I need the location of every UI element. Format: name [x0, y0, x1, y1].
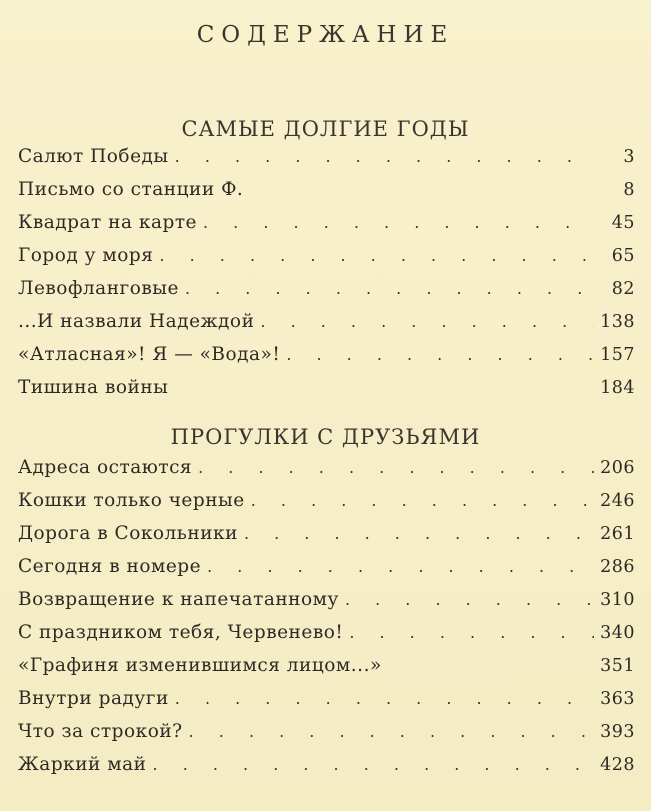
toc-leader-dots — [349, 623, 594, 642]
toc-entry-page: 428 — [600, 755, 635, 775]
toc-entry-page: 65 — [611, 246, 635, 266]
toc-entry — [18, 490, 635, 523]
toc-entry — [18, 622, 635, 655]
toc-entry-title: Квадрат на карте — [18, 212, 197, 233]
toc-entry-page: 206 — [600, 458, 635, 478]
toc-entry-title: Кошки только черные — [18, 490, 245, 511]
toc-entry — [18, 278, 635, 311]
toc-entry-title: «Графиня изменившимся лицом...» — [18, 655, 382, 676]
toc-entry — [18, 523, 635, 556]
toc-entry-title: Возвращение к напечатанному — [18, 589, 339, 610]
toc-entry-page: 261 — [600, 524, 635, 544]
toc-entry-page: 393 — [600, 722, 635, 742]
toc-entry-page: 184 — [600, 378, 635, 398]
toc-entry-page: 340 — [600, 623, 635, 643]
toc-leader-dots — [251, 491, 594, 510]
toc-entry-page: 157 — [600, 345, 635, 365]
toc-entry — [18, 377, 635, 410]
toc-entry-page: 310 — [600, 590, 635, 610]
toc-entry — [18, 655, 635, 688]
toc-entry — [18, 179, 635, 212]
toc-entry-title: Тишина войны — [18, 377, 169, 398]
toc-entry-title: ...И назвали Надеждой — [18, 311, 255, 332]
toc-entry-page: 246 — [600, 491, 635, 511]
toc-leader-dots — [159, 246, 595, 265]
toc-entry-title: Внутри радуги — [18, 688, 169, 709]
toc-entry — [18, 589, 635, 622]
toc-entry-title: Адреса остаются — [18, 457, 193, 478]
toc-entry-title: Что за строкой? — [18, 721, 183, 742]
toc-entry-page: 82 — [611, 279, 635, 299]
toc-entry-title: Салют Победы — [18, 146, 169, 167]
toc-entry-title: «Атласная»! Я — «Вода»! — [18, 344, 281, 365]
toc-leader-dots — [189, 722, 595, 741]
toc-entry-page: 351 — [600, 656, 635, 676]
toc-entry — [18, 344, 635, 377]
toc-entry-title: С праздником тебя, Червенево! — [18, 622, 344, 643]
toc-leader-dots — [345, 590, 594, 609]
toc-entry — [18, 146, 635, 179]
toc-leader-dots — [260, 312, 594, 331]
toc-entry-title: Жаркий май — [18, 754, 147, 775]
toc-entry-title: Дорога в Сокольники — [18, 523, 238, 544]
toc-entry-title: Сегодня в номере — [18, 556, 202, 577]
toc-entry-page: 3 — [623, 147, 635, 167]
toc-entry — [18, 688, 635, 721]
toc-entry — [18, 212, 635, 245]
toc-entry — [18, 721, 635, 754]
toc-entry-title: Город у моря — [18, 245, 154, 266]
toc-entry — [18, 245, 635, 278]
toc-leader-dots — [244, 524, 594, 543]
contents-heading: СОДЕРЖАНИЕ — [196, 22, 455, 48]
toc-leader-dots — [175, 689, 594, 708]
toc-leader-dots — [153, 755, 595, 774]
toc-leader-dots — [286, 345, 594, 364]
toc-entry — [18, 457, 635, 490]
toc-list-1 — [18, 146, 635, 410]
section-title-2: ПРОГУЛКИ С ДРУЗЬЯМИ — [170, 425, 481, 449]
toc-leader-dots — [185, 279, 595, 298]
toc-leader-dots — [198, 458, 594, 477]
toc-entry-title: Левофланговые — [18, 278, 179, 299]
toc-entry-page: 45 — [611, 213, 635, 233]
toc-entry — [18, 311, 635, 344]
toc-leader-dots — [203, 213, 595, 232]
toc-entry-title: Письмо со станции Ф. — [18, 179, 244, 200]
toc-entry — [18, 754, 635, 787]
toc-entry — [18, 556, 635, 589]
section-title-1: САМЫЕ ДОЛГИЕ ГОДЫ — [181, 117, 470, 141]
toc-leader-dots — [175, 147, 595, 166]
toc-leader-dots — [207, 557, 594, 576]
toc-entry-page: 363 — [600, 689, 635, 709]
toc-entry-page: 286 — [600, 557, 635, 577]
toc-list-2 — [18, 457, 635, 787]
toc-entry-page: 138 — [600, 312, 635, 332]
toc-entry-page: 8 — [623, 180, 635, 200]
